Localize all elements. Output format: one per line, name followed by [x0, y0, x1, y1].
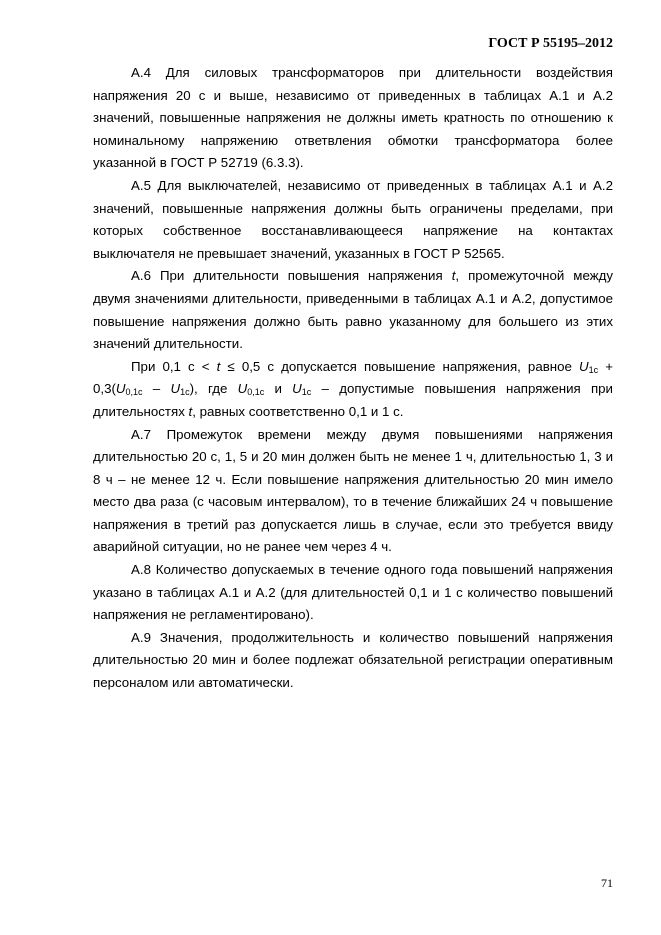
paragraph-a8: А.8 Количество допускаемых в течение одного года повышений напряжения указано в таблицах А.1 и А.2 (для длительностей 0,1 и 1 с количество повышений напряжения не регламентировано).: [93, 562, 613, 623]
paragraph-a9: А.9 Значения, продолжительность и количество повышений напряжения длительностью 20 мин и более подлежат обязательной регистрации оперативным персоналом или автоматически.: [93, 629, 613, 691]
paragraph-a7: А.7 Промежуток времени между двумя повышениями напряжения длительностью 20 с, 1, 5 и 20 мин должен быть не менее 1 ч, длительностью 1, 3 и 8 ч – не менее 12 ч. Если повышение напряжения длительностью 20 мин имело место два раза (с часовым интервалом), то в течение ближайших 24 ч повышение напряжения в третий раз допускается лишь в случае, если это требуется ввиду аварийной ситуации, но не ранее чем через 4 ч.: [93, 426, 613, 555]
page-number: 71: [601, 876, 613, 890]
paragraph-a6: А.6 При длительности повышения напряжения t, промежуточной между двумя значениями длительности, приведенными в таблицах А.1 и А.2, допустимое повышение напряжения должно быть равно указанному для большего из этих значений длительности.: [93, 268, 613, 352]
paragraph-a4: А.4 Для силовых трансформаторов при длительности воздействия напряжения 20 с и выше, независимо от приведенных в таблицах А.1 и А.2 значений, повышенные напряжения не должны иметь кратность по отношению к номинальному напряжению ответвления обмотки трансформатора более указанной в ГОСТ Р 52719 (6.3.3).: [93, 65, 613, 171]
document-header: ГОСТ Р 55195–2012: [488, 36, 613, 51]
document-body: [93, 62, 613, 695]
paragraph-formula: При 0,1 с < t ≤ 0,5 с допускается повышение напряжения, равное $U_{1с} + 0,3(U_{0,1с} - U_{1с})$, где $U_{0,1с}$ и $U_{1с}$ – допустимые повышения напряжения при длительностях t, равных соответственно 0,1 и 1 с.: [93, 358, 613, 419]
paragraph-a5: А.5 Для выключателей, независимо от приведенных в таблицах А.1 и А.2 значений, повышенные напряжения должны быть ограничены пределами, при которых собственное восстанавливающееся напряжение на контактах выключателя не превышает значений, указанных в ГОСТ Р 52565.: [93, 177, 613, 261]
